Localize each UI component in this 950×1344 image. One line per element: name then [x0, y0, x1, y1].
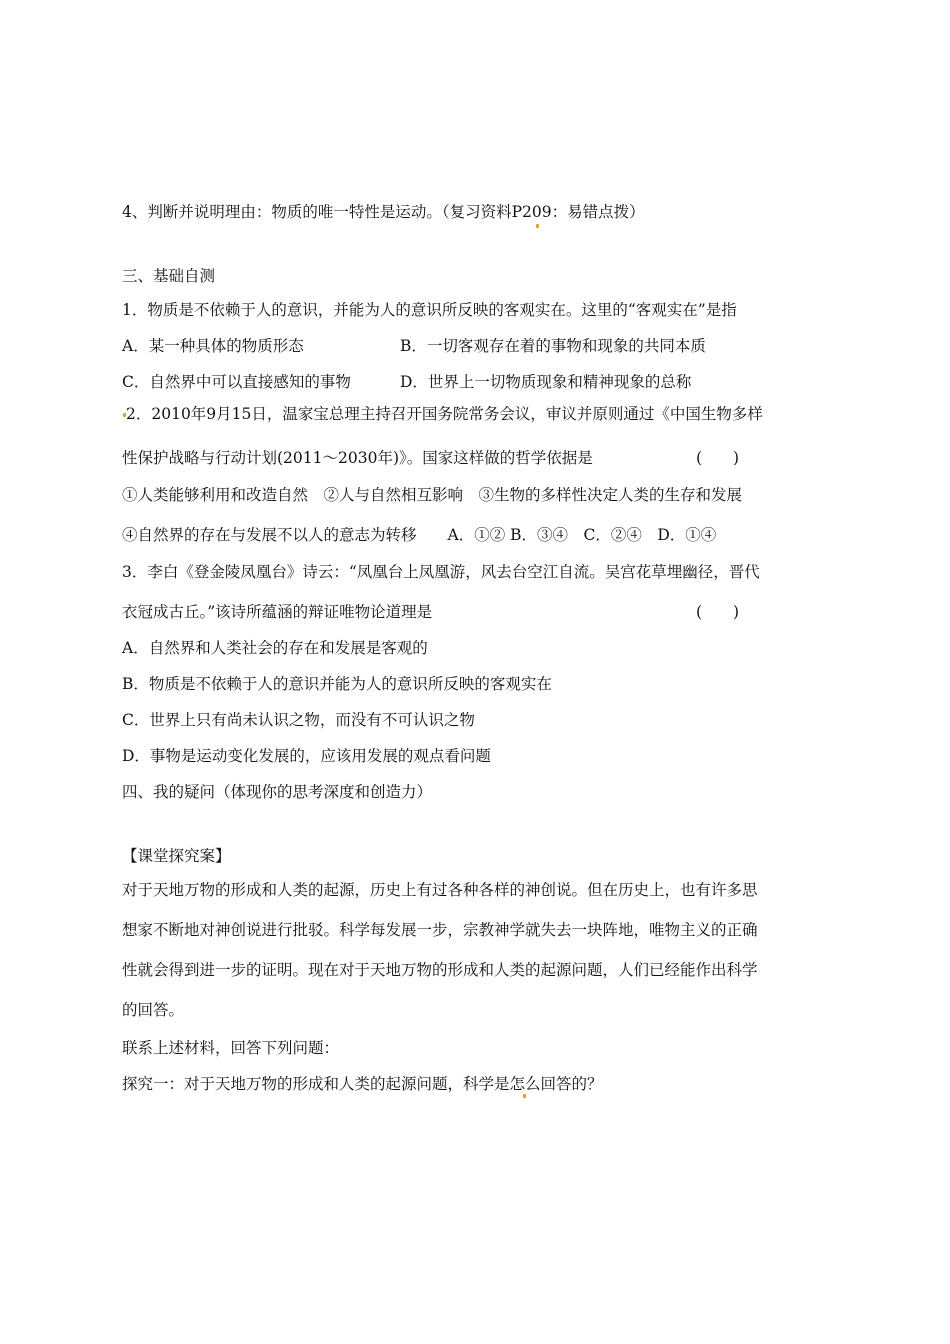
material-line2: 想家不断地对神创说进行批驳。科学每发展一步，宗教神学就失去一块阵地，唯物主义的正确 [122, 921, 758, 939]
q2-options-line2: ④自然界的存在与发展不以人的意志为转移 A．①② B．③④ C．②④ D．①④ [122, 526, 717, 544]
material-line3: 性就会得到进一步的证明。现在对于天地万物的形成和人类的起源问题，人们已经能作出科学 [122, 961, 758, 979]
q3-option-c: C．世界上只有尚未认识之物，而没有不可认识之物 [122, 711, 475, 729]
prompt: 联系上述材料，回答下列问题： [122, 1039, 340, 1057]
q3-stem-line2: 衣冠成古丘。”该诗所蕴涵的辩证唯物论道理是 [122, 603, 433, 621]
q1-option-a: A．某一种具体的物质形态 [122, 337, 304, 355]
q2-options-line1: ①人类能够利用和改造自然 ②人与自然相互影响 ③生物的多样性决定人类的生存和发展 [122, 486, 743, 504]
q3-option-d: D．事物是运动变化发展的，应该用发展的观点看问题 [122, 747, 491, 765]
q2-stem-line1: 2．2010年9月15日，温家宝总理主持召开国务院常务会议，审议并原则通过《中国生物多样 [126, 405, 763, 423]
q1-option-c: C．自然界中可以直接感知的事物 [122, 373, 351, 391]
section-3-title: 三、基础自测 [122, 267, 216, 285]
q1-option-b: B．一切客观存在着的事物和现象的共同本质 [400, 337, 706, 355]
q2-answer-paren: ( ) [696, 449, 740, 467]
question-4: 4、判断并说明理由：物质的唯一特性是运动。（复习资料P209：易错点拨） [122, 203, 645, 221]
material-line1: 对于天地万物的形成和人类的起源，历史上有过各种各样的神创说。但在历史上，也有许多思 [122, 881, 758, 899]
material-line4: 的回答。 [122, 1001, 185, 1019]
q3-stem-line1: 3．李白《登金陵凤凰台》诗云：“凤凰台上凤凰游，风去台空江自流。吴宫花草埋幽径，晋代 [122, 563, 760, 581]
section-4-title: 四、我的疑问（体现你的思考深度和创造力） [122, 783, 433, 801]
inquiry-title: 【课堂探究案】 [122, 847, 231, 865]
q3-option-a: A．自然界和人类社会的存在和发展是客观的 [122, 639, 428, 657]
q3-option-b: B．物质是不依赖于人的意识并能为人的意识所反映的客观实在 [122, 675, 552, 693]
edit-mark-icon [536, 224, 539, 228]
q1-stem: 1．物质是不依赖于人的意识，并能为人的意识所反映的客观实在。这里的“客观实在”是指 [122, 301, 737, 319]
q2-stem-line2: 性保护战略与行动计划(2011～2030年)》。国家这样做的哲学依据是 [122, 449, 593, 467]
q1-option-d: D．世界上一切物质现象和精神现象的总称 [400, 373, 692, 391]
explore-1: 探究一：对于天地万物的形成和人类的起源问题，科学是怎么回答的？ [122, 1075, 603, 1093]
edit-mark-icon [523, 1094, 526, 1098]
q3-answer-paren: ( ) [696, 603, 740, 621]
